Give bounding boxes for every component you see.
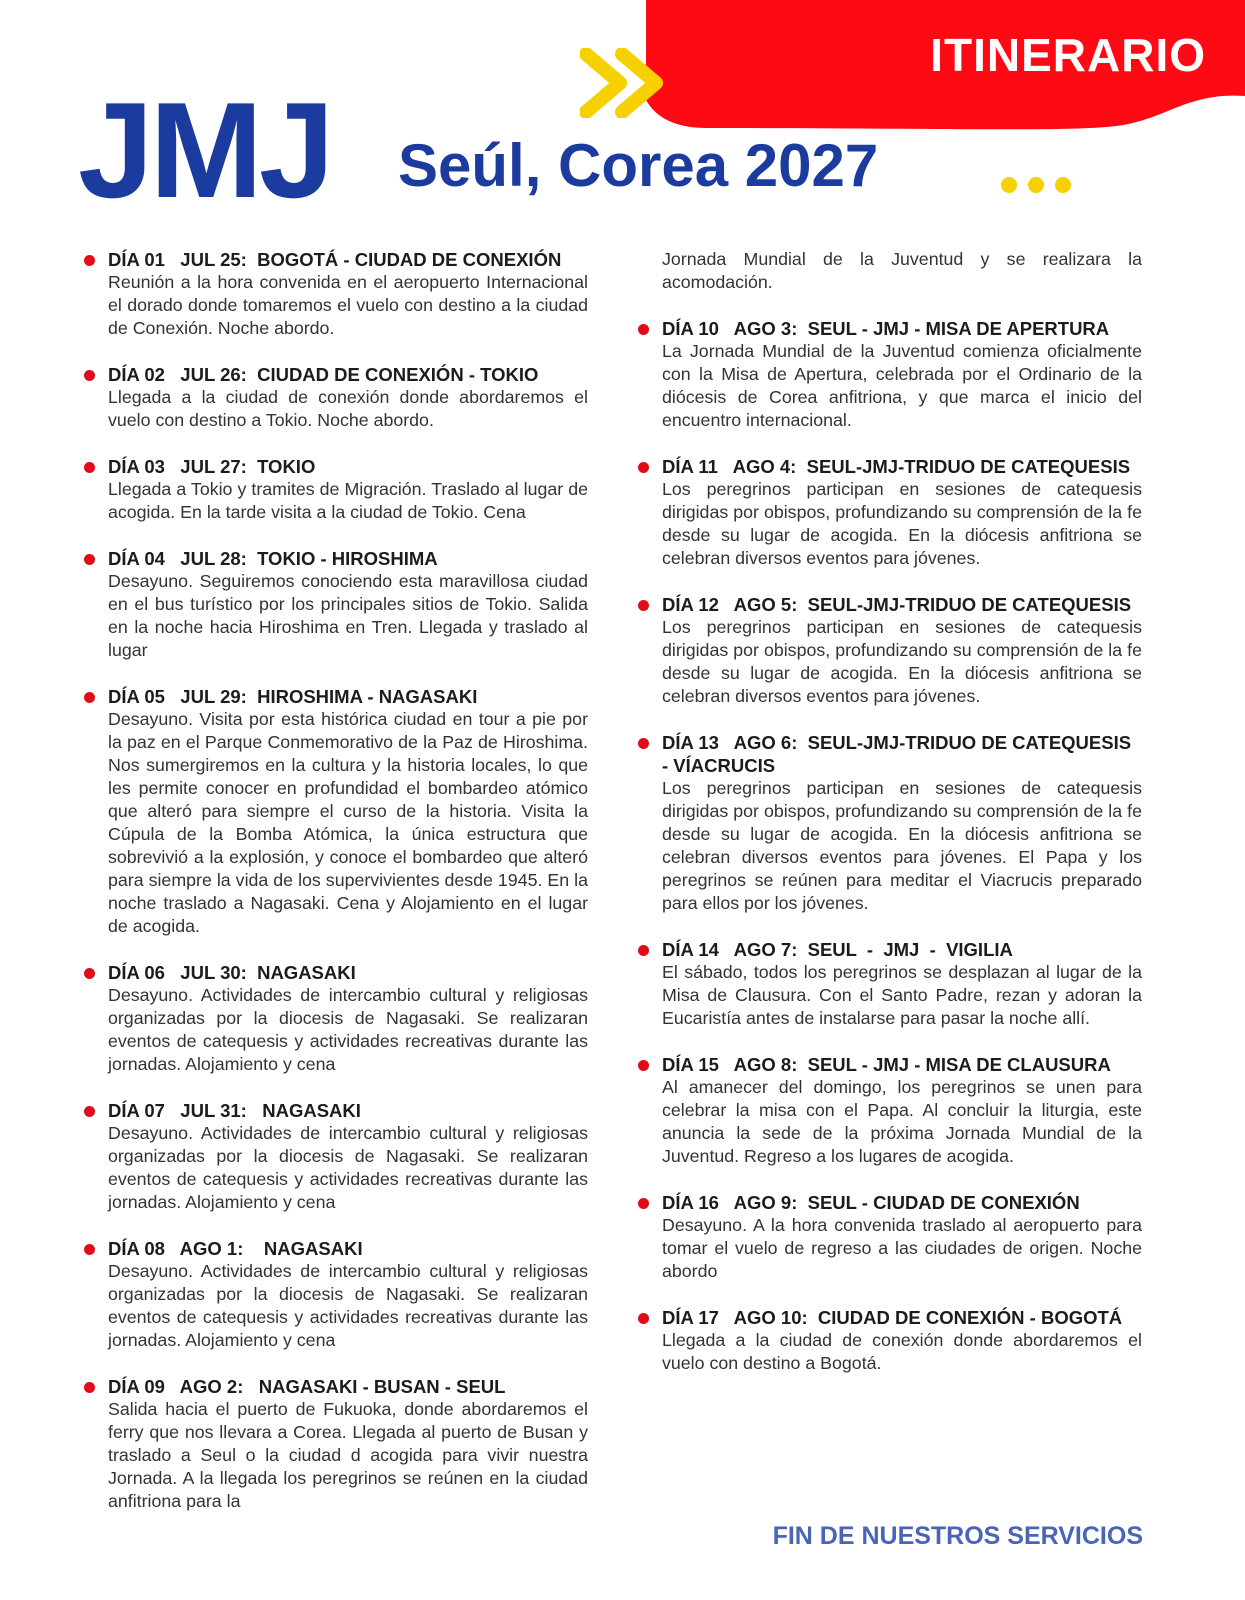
day-heading: DÍA 02 JUL 26: CIUDAD DE CONEXIÓN - TOKIO: [108, 364, 539, 385]
jmj-logo: JMJ: [78, 74, 331, 226]
itinerary-day: [108, 363, 588, 432]
day-heading: DÍA 10 AGO 3: SEUL - JMJ - MISA DE APERTURA: [662, 318, 1110, 339]
itinerary-day: [108, 1375, 588, 1513]
day-heading: DÍA 07 JUL 31: NAGASAKI: [108, 1100, 361, 1121]
day-heading: DÍA 14 AGO 7: SEUL - JMJ - VIGILIA: [662, 939, 1013, 960]
day-09-continuation: Jornada Mundial de la Juventud y se realizara la acomodación.: [662, 249, 1142, 292]
bullet-icon: [84, 1382, 95, 1393]
day-description: Los peregrinos participan en sesiones de catequesis dirigidas por obispos, profundizando su comprensión de la fe desde su lugar de acogida. En la diócesis anfitriona se celebran diversos eventos para jóvenes.: [662, 479, 1142, 568]
bullet-icon: [84, 1106, 95, 1117]
day-description: Desayuno. Actividades de intercambio cultural y religiosas organizadas por la diocesis de Nagasaki. Se realizaran eventos de catequesis y actividades recreativas durante las jornadas. Alojamiento y cena: [108, 1123, 588, 1212]
itinerary-day: [108, 961, 588, 1076]
day-description: Desayuno. A la hora convenida traslado al aeropuerto para tomar el vuelo de regreso a las ciudades de origen. Noche abordo: [662, 1215, 1142, 1281]
day-heading: DÍA 08 AGO 1: NAGASAKI: [108, 1238, 363, 1259]
bullet-icon: [638, 1198, 649, 1209]
bullet-icon: [84, 692, 95, 703]
itinerary-day: [662, 1053, 1142, 1168]
bullet-icon: [638, 324, 649, 335]
bullet-icon: [638, 462, 649, 473]
itinerary-day: [108, 685, 588, 938]
day-description: Desayuno. Actividades de intercambio cultural y religiosas organizadas por la diocesis de Nagasaki. Se realizaran eventos de catequesis y actividades recreativas durante las jornadas. Alojamiento y cena: [108, 1261, 588, 1350]
footer-text: FIN DE NUESTROS SERVICIOS: [772, 1522, 1143, 1550]
day-description: Los peregrinos participan en sesiones de catequesis dirigidas por obispos, profundizando su comprensión de la fe desde su lugar de acogida. En la diócesis anfitriona se celebran diversos eventos para jóvenes.: [662, 617, 1142, 706]
bullet-icon: [638, 738, 649, 749]
double-chevron-icon: [580, 48, 672, 118]
day-description: Al amanecer del domingo, los peregrinos se unen para celebrar la misa con el Papa. Al concluir la liturgia, este anuncia la sede de la próxima Jornada Mundial de la Juventud. Regreso a los lugares de acogida.: [662, 1077, 1142, 1166]
day-description: Reunión a la hora convenida en el aeropuerto Internacional el dorado donde tomaremos el vuelo con destino a la ciudad de Conexión. Noche abordo.: [108, 272, 588, 338]
day-description: Llegada a la ciudad de conexión donde abordaremos el vuelo con destino a Bogotá.: [662, 1330, 1142, 1373]
banner-label: ITINERARIO: [930, 29, 1206, 81]
day-description: Desayuno. Actividades de intercambio cultural y religiosas organizadas por la diocesis de Nagasaki. Se realizaran eventos de catequesis y actividades recreativas durante las jornadas. Alojamiento y cena: [108, 985, 588, 1074]
day-description: El sábado, todos los peregrinos se desplazan al lugar de la Misa de Clausura. Con el Santo Padre, rezan y adoran la Eucaristía antes de instalarse para pasar la noche allí.: [662, 962, 1142, 1028]
itinerary-day: [108, 248, 588, 340]
day-description: Desayuno. Visita por esta histórica ciudad en tour a pie por la paz en el Parque Conmemorativo de la Paz de Hiroshima. Nos sumergiremos en la cultura y la historia locales, lo que les permite conocer en profundidad el bombardeo atómico que alteró para siempre el curso de la historia. Visita la Cúpula de la Bomba Atómica, la única estructura que sobrevivió a la explosión, y conoce el bombardeo que alteró para siempre la vida de los supervivientes desde 1945. En la noche traslado a Nagasaki. Cena y Alojamiento en el lugar de acogida.: [108, 709, 588, 936]
bullet-icon: [84, 255, 95, 266]
itinerary-day: [662, 1306, 1142, 1375]
itinerary-day: [662, 455, 1142, 570]
itinerary-left-column: [108, 248, 588, 1536]
day-description: Llegada a la ciudad de conexión donde abordaremos el vuelo con destino a Tokio. Noche abordo.: [108, 387, 588, 430]
itinerary-day: [108, 547, 588, 662]
itinerary-day: [662, 317, 1142, 432]
bullet-icon: [84, 968, 95, 979]
bullet-icon: [638, 1313, 649, 1324]
itinerary-day: [662, 593, 1142, 708]
day-description: Llegada a Tokio y tramites de Migración. Traslado al lugar de acogida. En la tarde visita a la ciudad de Tokio. Cena: [108, 479, 588, 522]
bullet-icon: [638, 600, 649, 611]
bullet-icon: [84, 462, 95, 473]
page-title: Seúl, Corea 2027: [398, 132, 879, 199]
itinerary-day: [662, 938, 1142, 1030]
day-heading: DÍA 15 AGO 8: SEUL - JMJ - MISA DE CLAUSURA: [662, 1054, 1111, 1075]
day-description: Salida hacia el puerto de Fukuoka, donde abordaremos el ferry que nos llevara a Corea. Llegada al puerto de Busan y traslado a Seul o la ciudad d acogida para vivir nuestra Jornada. A la llegada los peregrinos se reúnen en la ciudad anfitriona para la: [108, 1399, 588, 1511]
itinerary-day: [108, 1099, 588, 1214]
day-heading: DÍA 01 JUL 25: BOGOTÁ - CIUDAD DE CONEXIÓN: [108, 249, 562, 270]
bullet-icon: [84, 554, 95, 565]
day-heading: DÍA 17 AGO 10: CIUDAD DE CONEXIÓN - BOGOTÁ: [662, 1307, 1123, 1328]
ellipsis-dots-icon: [1000, 175, 1076, 195]
day-heading: DÍA 04 JUL 28: TOKIO - HIROSHIMA: [108, 548, 438, 569]
itinerary-day: [662, 1191, 1142, 1283]
day-heading: DÍA 11 AGO 4: SEUL-JMJ-TRIDUO DE CATEQUESIS: [662, 456, 1131, 477]
day-description: Los peregrinos participan en sesiones de catequesis dirigidas por obispos, profundizando su comprensión de la fe desde su lugar de acogida. En la diócesis anfitriona se celebran diversos eventos para jóvenes. El Papa y los peregrinos se reúnen para meditar el Viacrucis preparado para ellos por los jóvenes.: [662, 778, 1142, 913]
bullet-icon: [84, 370, 95, 381]
itinerary-day: [108, 1237, 588, 1352]
bullet-icon: [84, 1244, 95, 1255]
day-heading: DÍA 12 AGO 5: SEUL-JMJ-TRIDUO DE CATEQUESIS: [662, 594, 1132, 615]
day-description: Desayuno. Seguiremos conociendo esta maravillosa ciudad en el bus turístico por los principales sitios de Tokio. Salida en la noche hacia Hiroshima en Tren. Llegada y traslado al lugar: [108, 571, 588, 660]
bullet-icon: [638, 1060, 649, 1071]
day-description: La Jornada Mundial de la Juventud comienza oficialmente con la Misa de Apertura, celebrada por el Ordinario de la diócesis de Corea anfitriona, y que marca el inicio del encuentro internacional.: [662, 341, 1142, 430]
itinerary-right-column: [662, 248, 1142, 1398]
day-heading: DÍA 05 JUL 29: HIROSHIMA - NAGASAKI: [108, 686, 478, 707]
day-heading: DÍA 16 AGO 9: SEUL - CIUDAD DE CONEXIÓN: [662, 1192, 1080, 1213]
itinerary-day: [662, 731, 1142, 915]
day-heading: DÍA 09 AGO 2: NAGASAKI - BUSAN - SEUL: [108, 1376, 506, 1397]
itinerary-day: [108, 455, 588, 524]
day-heading: DÍA 06 JUL 30: NAGASAKI: [108, 962, 356, 983]
day-heading: DÍA 13 AGO 6: SEUL-JMJ-TRIDUO DE CATEQUESIS - VÍACRUCIS: [662, 732, 1132, 776]
bullet-icon: [638, 945, 649, 956]
day-heading: DÍA 03 JUL 27: TOKIO: [108, 456, 316, 477]
itinerary-banner: [646, 0, 1245, 130]
